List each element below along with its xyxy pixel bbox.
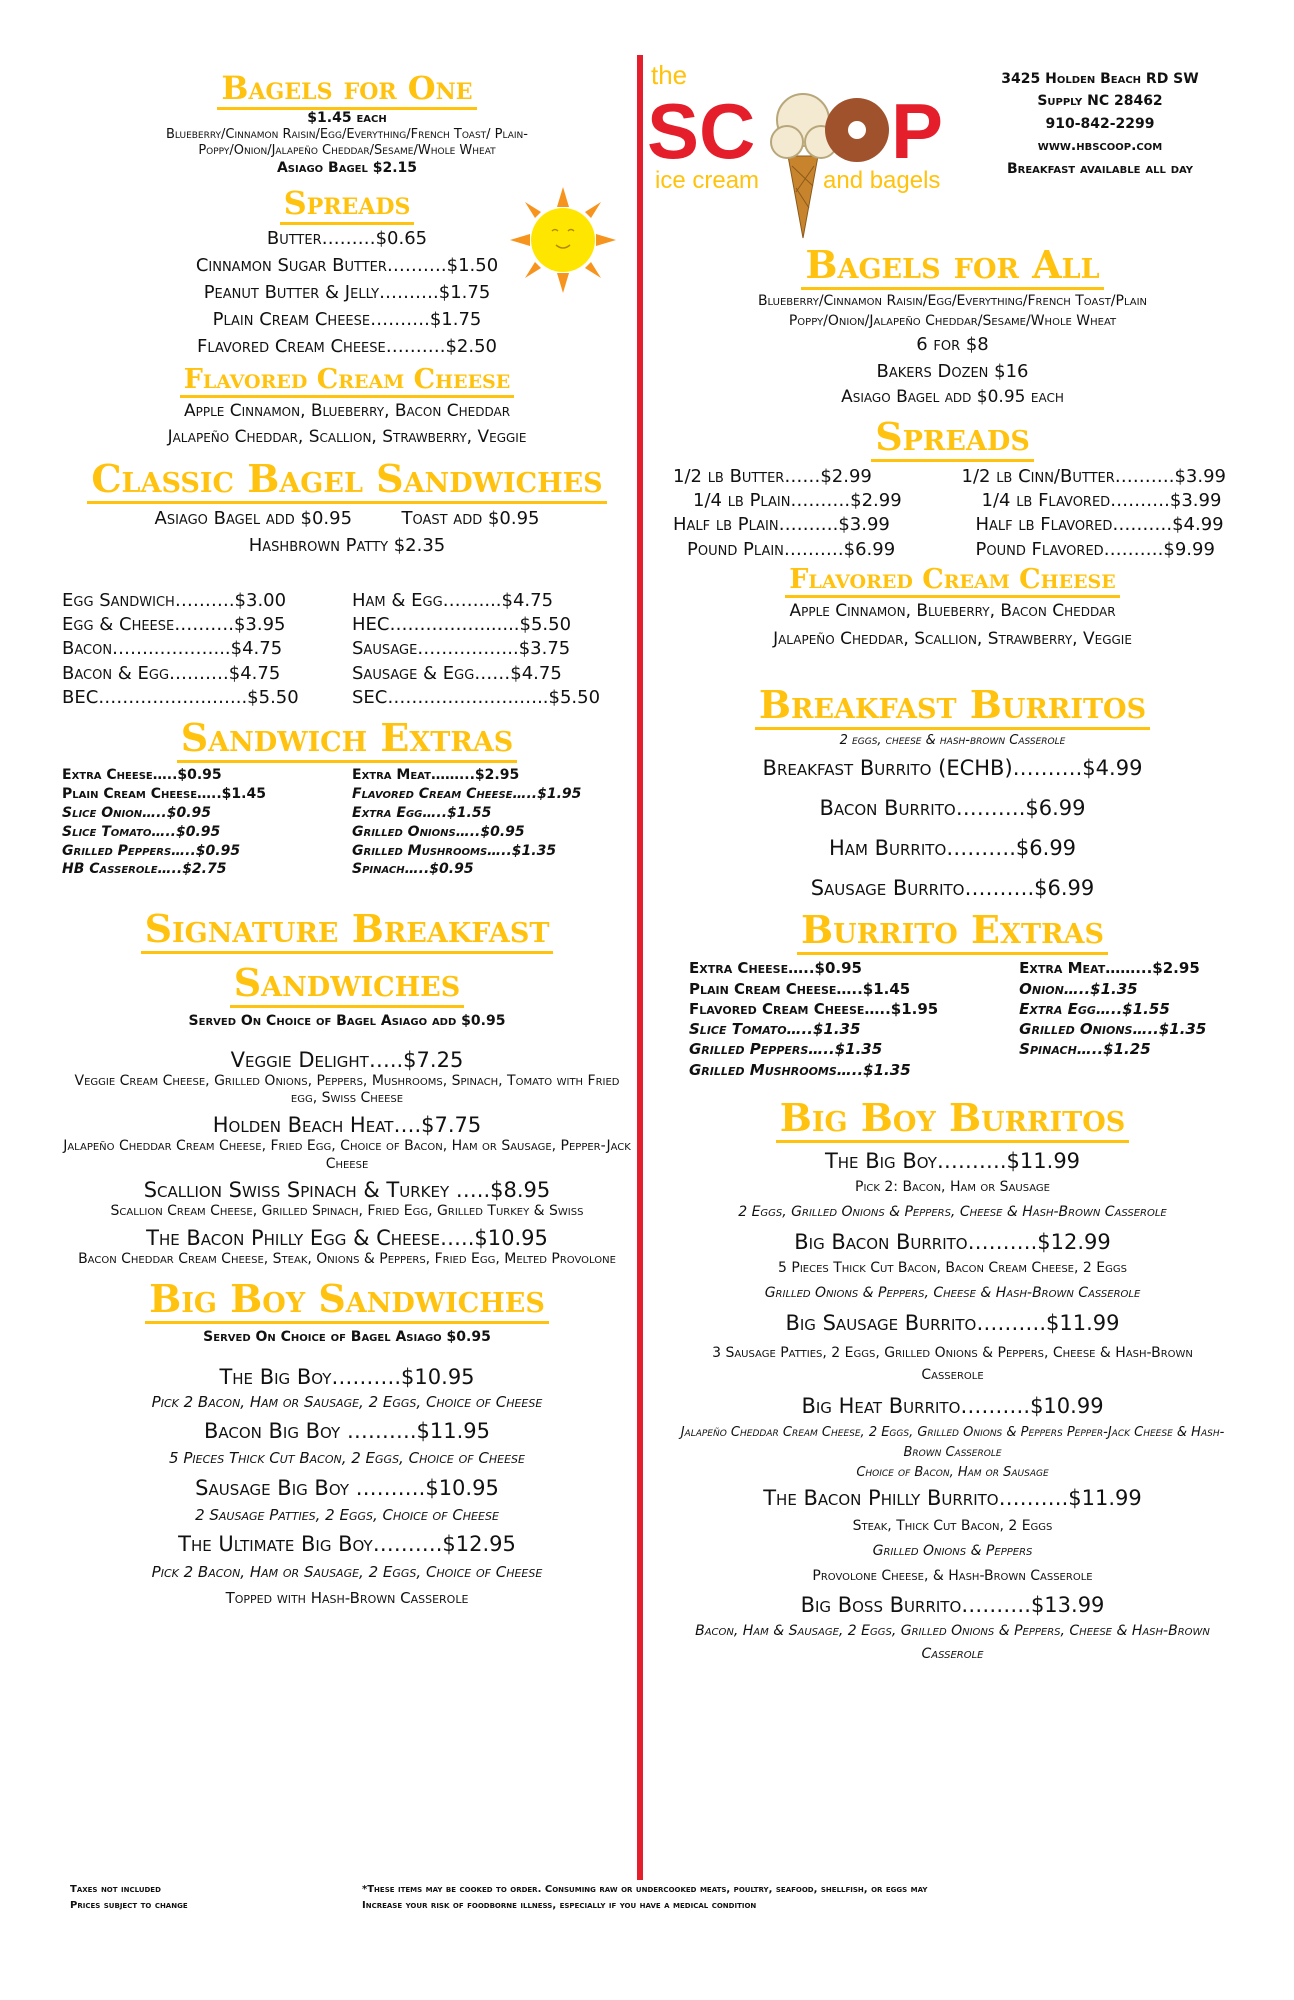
signature-item-name: Veggie Delight…..$7.25 [230,1047,464,1072]
spread-item: Pound Flavored……….$9.99 [975,538,1215,560]
menu-item: Bacon & Egg……….$4.75 [62,662,281,684]
menu-item: SEC………………….…..$5.50 [352,686,601,708]
bigboy-item-desc: 2 Sausage Patties, 2 Eggs, Choice of Cheese [195,1505,499,1524]
extra-item: Extra Meat……...$2.95 [1019,959,1200,978]
spreads-list [62,225,632,360]
menu-item: Ham & Egg……....$4.75 [352,589,554,611]
section-title-signature-line1: Signature Breakfast [62,909,632,949]
spread-item: Butter………$0.65 [266,227,428,249]
bb-burrito-desc: Jalapeño Cheddar Cream Cheese, 2 Eggs, Grilled Onions & Peppers Pepper-Jack Cheese & Hash-Brown Casserole [680,1424,1225,1461]
asiago-add-each: Asiago Bagel add $0.95 each [841,387,1064,408]
bb-burrito-desc2: 2 Eggs, Grilled Onions & Peppers, Cheese & Hash-Brown Casserole [738,1203,1167,1220]
footer-prices: Prices subject to change [70,1900,188,1911]
extra-item: Grilled Mushrooms…..$1.35 [352,842,557,859]
signature-item-name: The Bacon Philly Egg & Cheese…..$10.95 [146,1225,548,1250]
section-title-big-boy-burritos: Big Boy Burritos [665,1098,1240,1138]
asiago-addon: Asiago Bagel add $0.95 [154,507,353,529]
svg-text:and bagels: and bagels [823,167,941,194]
burrito-item: Ham Burrito……….$6.99 [828,835,1077,860]
bakers-dozen-price: Bakers Dozen $16 [876,361,1029,383]
bagel-flavors-line1: Blueberry/Cinnamon Raisin/Egg/Everything/French Toast/ Plain- [166,127,528,143]
section-title-burrito-extras: Burrito Extras [665,910,1240,950]
address-line: 3425 Holden Beach RD SW [1001,71,1199,87]
signature-item-desc: Veggie Cream Cheese, Grilled Onions, Peppers, Mushrooms, Spinach, Tomato with Fried egg, Swiss Cheese [74,1072,620,1107]
bb-burrito-name: Big Boss Burrito……….$13.99 [800,1592,1105,1617]
extra-item: Slice Onion…..$0.95 [62,804,212,821]
footer-taxes: Taxes not included [70,1884,161,1895]
extra-item: Grilled Mushrooms…..$1.35 [689,1060,911,1079]
bigboy-item-desc: Pick 2 Bacon, Ham or Sausage, 2 Eggs, Choice of Cheese [151,1393,543,1412]
extra-item: Flavored Cream Cheese…..$1.95 [689,999,939,1018]
bigboy-item-desc2: Topped with Hash-Brown Casserole [225,1589,469,1607]
bb-burrito-desc: 5 Pieces Thick Cut Bacon, Bacon Cream Cheese, 2 Eggs [778,1260,1127,1277]
address-hours: Breakfast available all day [1006,160,1194,177]
section-title-breakfast-burritos: Breakfast Burritos [665,685,1240,725]
spread-item: Cinnamon Sugar Butter……….$1.50 [195,254,499,276]
extra-item: Spinach…..$0.95 [352,861,474,878]
big-boy-note: Served On Choice of Bagel Asiago $0.95 [203,1328,491,1345]
bb-burrito-desc2: Choice of Bacon, Ham or Sausage [856,1465,1049,1481]
bigboy-item-name: Sausage Big Boy ……….$10.95 [195,1475,499,1500]
address-phone: 910-842-2299 [1045,115,1155,132]
bigboy-item-desc: Pick 2 Bacon, Ham or Sausage, 2 Eggs, Choice of Cheese [151,1562,543,1581]
menu-item: Bacon……..………...$4.75 [62,638,283,660]
bb-burrito-desc: Bacon, Ham & Sausage, 2 Eggs, Grilled Onions & Peppers, Cheese & Hash-Brown Casserole [695,1623,1210,1662]
extra-item: Spinach…..$1.25 [1019,1040,1151,1059]
flavored-cc-line2: Jalapeño Cheddar, Scallion, Strawberry, Veggie [167,427,527,448]
extra-item: Extra Cheese…..$0.95 [689,959,862,978]
section-title-spreads-all: Spreads [665,417,1240,457]
signature-note: Served On Choice of Bagel Asiago add $0.95 [188,1013,506,1030]
signature-item-name: Scallion Swiss Spinach & Turkey …..$8.95 [143,1178,551,1203]
extra-item: Grilled Onions…..$0.95 [352,823,525,840]
burrito-extras-list [665,958,1240,1080]
bb-burrito-desc3: Provolone Cheese, & Hash-Brown Casserole [812,1567,1093,1584]
classic-items [62,589,632,710]
right-column [665,60,1240,1665]
svg-text:P: P [891,87,944,175]
six-for-price: 6 for $8 [916,334,989,356]
menu-item: Sausage……………..$3.75 [352,638,571,660]
section-title-flavored-cream-cheese: Flavored Cream Cheese [62,366,632,394]
signature-item-desc: Scallion Cream Cheese, Grilled Spinach, Fried Egg, Grilled Turkey & Swiss [110,1203,584,1220]
burrito-item: Breakfast Burrito (ECHB)……….$4.99 [762,755,1143,780]
extra-item: Plain Cream Cheese…..$1.45 [62,785,266,802]
extra-item: Extra Cheese…..$0.95 [62,766,222,783]
svg-text:the: the [651,60,688,90]
bb-burrito-name: The Bacon Philly Burrito……….$11.99 [763,1486,1142,1511]
svg-text:ice cream: ice cream [655,167,760,194]
extra-item: Slice Tomato…..$1.35 [689,1020,861,1039]
signature-item-name: Holden Beach Heat….$7.75 [212,1112,482,1137]
bigboy-item-desc: 5 Pieces Thick Cut Bacon, 2 Eggs, Choice of Cheese [169,1449,525,1467]
menu-item: Sausage & Egg……$4.75 [352,662,562,684]
bigboy-item-name: The Ultimate Big Boy……….$12.95 [178,1532,516,1557]
spreads-all-list [665,465,1240,562]
bb-burrito-desc2: Grilled Onions & Peppers [872,1542,1033,1559]
flavored-cc-line1: Apple Cinnamon, Blueberry, Bacon Cheddar [183,401,511,422]
burrito-note: 2 eggs, cheese & hash-brown Casserole [839,732,1066,748]
footer-disclaimer [362,1882,1242,1914]
extra-item: Extra Egg…..$1.55 [352,804,492,821]
classic-addons [62,505,632,532]
toast-addon: Toast add $0.95 [401,507,540,529]
spread-item: 1/4 lb Plain……….$2.99 [693,490,902,512]
footer-disclaimer-line1: *These items may be cooked to order. Consuming raw or undercooked meats, poultry, seafood, shellfish, or eggs may [362,1884,928,1895]
bb-burrito-desc: Steak, Thick Cut Bacon, 2 Eggs [852,1517,1053,1534]
spread-item: 1/4 lb Flavored……….$3.99 [981,490,1222,512]
spread-item: Half lb Flavored……….$4.99 [975,514,1224,536]
asiago-price: Asiago Bagel $2.15 [276,159,418,176]
section-title-big-boy-sandwiches: Big Boy Sandwiches [62,1279,632,1319]
extra-item: Onion…..$1.35 [1019,979,1138,998]
extra-item: Grilled Peppers…..$0.95 [62,842,241,859]
section-title-bagels-for-one: Bagels for One [62,72,632,106]
extra-item: Plain Cream Cheese…..$1.45 [689,979,911,998]
signature-item-desc: Bacon Cheddar Cream Cheese, Steak, Onions & Peppers, Fried Egg, Melted Provolone [78,1251,616,1268]
bb-burrito-name: The Big Boy……….$11.99 [824,1148,1081,1173]
bagels-all-flavors2: Poppy/Onion/Jalapeño Cheddar/Sesame/Whole Wheat [788,313,1117,330]
menu-item: Egg Sandwich……….$3.00 [62,589,287,611]
section-title-sandwich-extras: Sandwich Extras [62,718,632,758]
menu-item: Egg & Cheese……….$3.95 [62,613,286,635]
section-title-bagels-for-all: Bagels for All [665,245,1240,285]
extra-item: Extra Egg…..$1.55 [1019,999,1170,1018]
spread-item: Flavored Cream Cheese……….$2.50 [197,335,497,357]
bb-burrito-name: Big Bacon Burrito……….$12.99 [794,1230,1111,1254]
menu-item: HEC…………….......$5.50 [352,613,572,635]
extra-item: Grilled Peppers…..$1.35 [689,1040,883,1059]
section-title-spreads: Spreads [62,187,632,221]
sandwich-extras-list [62,766,632,879]
extra-item: Flavored Cream Cheese…..$1.95 [352,785,582,802]
footer-left [70,1882,300,1914]
spread-item: Peanut Butter & Jelly……….$1.75 [203,281,491,303]
bigboy-item-name: The Big Boy……….$10.95 [219,1365,475,1389]
spread-item: Half lb Plain……….$3.99 [673,514,890,536]
column-divider [637,55,643,1880]
footer-disclaimer-line2: Increase your risk of foodborne illness, especially if you have a medical condition [362,1900,757,1911]
flavored-cc-all-line2: Jalapeño Cheddar, Scallion, Strawberry, Veggie [773,628,1132,649]
extra-item: Grilled Onions…..$1.35 [1019,1020,1207,1039]
left-column [62,60,632,1612]
bagel-flavors-line2: Poppy/Onion/Jalapeño Cheddar/Sesame/Whole Wheat [198,143,496,159]
section-title-flavored-cc-all: Flavored Cream Cheese [665,566,1240,594]
hashbrown-addon: Hashbrown Patty $2.35 [248,534,446,556]
bigboy-item-name: Bacon Big Boy ……….$11.95 [203,1418,491,1443]
bb-burrito-name: Big Sausage Burrito……….$11.99 [785,1310,1120,1335]
flavored-cc-all-line1: Apple Cinnamon, Blueberry, Bacon Cheddar [789,601,1116,622]
spread-item: 1/2 lb Butter……$2.99 [673,465,872,487]
bb-burrito-desc2: Grilled Onions & Peppers, Cheese & Hash-Brown Casserole [764,1284,1141,1301]
section-title-signature-line2: Sandwiches [62,963,632,1003]
bagels-all-flavors1: Blueberry/Cinnamon Raisin/Egg/Everything/French Toast/Plain [757,292,1148,309]
bb-burrito-desc: Pick 2: Bacon, Ham or Sausage [855,1179,1050,1196]
menu-item: BEC……………….…...$5.50 [62,686,299,708]
signature-item-desc: Jalapeño Cheddar Cream Cheese, Fried Egg, Choice of Bacon, Ham or Sausage, Pepper-Jack Cheese [63,1138,631,1172]
extra-item-empty [1019,1060,1240,1080]
section-title-classic-sandwiches: Classic Bagel Sandwiches [62,459,632,499]
spread-item: Pound Plain……….$6.99 [687,538,896,560]
bb-burrito-name: Big Heat Burrito……….$10.99 [801,1393,1104,1418]
spread-item: Plain Cream Cheese……….$1.75 [212,308,482,330]
svg-text:SC: SC [647,87,756,175]
bb-burrito-desc: 3 Sausage Patties, 2 Eggs, Grilled Onions & Peppers, Cheese & Hash-Brown Casserole [712,1344,1193,1384]
extra-item: Extra Meat……...$2.95 [352,766,520,783]
burrito-item: Sausage Burrito……….$6.99 [810,875,1095,900]
bagel-price: $1.45 each [307,109,387,126]
extra-item: HB Casserole…..$2.75 [62,861,227,878]
address-city: Supply NC 28462 [1037,93,1163,110]
spread-item: 1/2 lb Cinn/Butter……….$3.99 [961,465,1227,487]
burrito-item: Bacon Burrito……….$6.99 [819,795,1086,820]
address-website: www.hbscoop.com [1037,138,1163,155]
extra-item: Slice Tomato…..$0.95 [62,823,221,840]
